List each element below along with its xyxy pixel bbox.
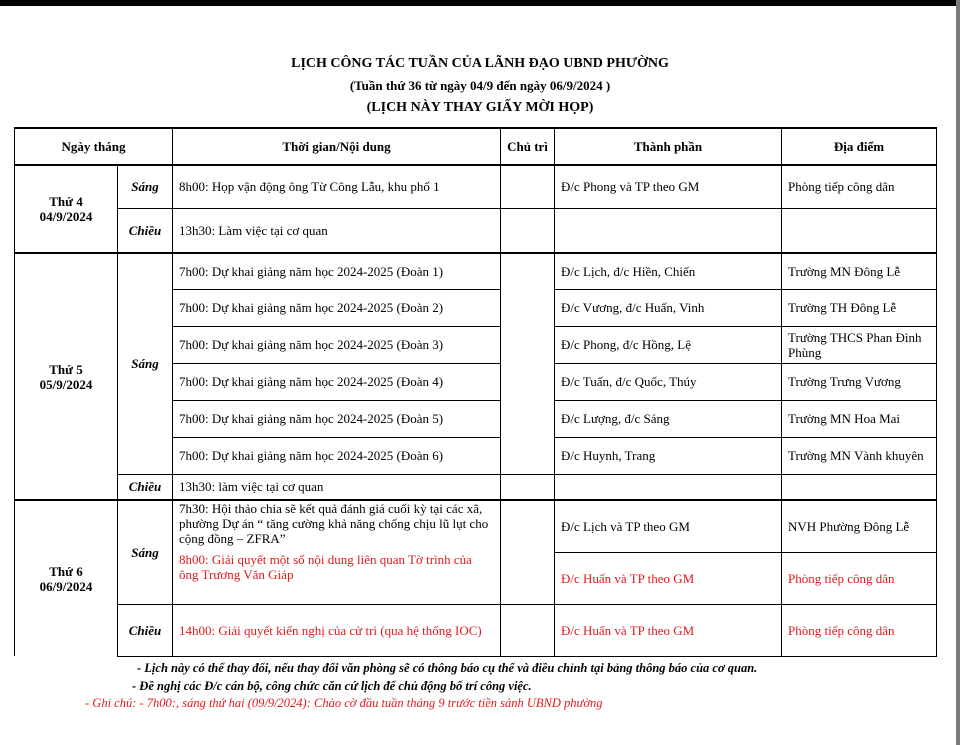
participants-cell	[555, 474, 782, 500]
location-cell	[782, 208, 937, 253]
table-row	[15, 500, 937, 552]
content-cell: 7h00: Dự khai giảng năm học 2024-2025 (Đoàn 3)	[173, 326, 501, 363]
page-subtitle: (Tuần thứ 36 từ ngày 04/9 đến ngày 06/9/2024 )	[349, 78, 611, 93]
day-label: Thứ 6	[49, 563, 83, 579]
content-cell: 7h30: Hội thảo chia sẽ kết quả đánh giá cuối kỳ tại các xã, phường Dự án “ tăng cường khả năng chống chịu lũ lụt cho cộng đồng – ZFRA”	[173, 500, 501, 552]
session-sang: Sáng	[118, 253, 173, 474]
schedule-table	[14, 127, 937, 657]
participants-cell: Đ/c Tuấn, đ/c Quốc, Thúy	[555, 363, 782, 400]
session-sang: Sáng	[118, 165, 173, 208]
footnote-request: - Đề nghị các Đ/c cán bộ, công chức căn cứ lịch để chủ động bố trí công việc.	[132, 679, 532, 693]
location-cell: Phòng tiếp công dân	[782, 165, 937, 208]
day-label: Thứ 5	[49, 361, 83, 377]
day-date: 06/9/2024	[39, 578, 93, 594]
participants-cell: Đ/c Lượng, đ/c Sáng	[555, 400, 782, 437]
table-header-row	[15, 128, 937, 165]
chair-cell	[501, 165, 555, 208]
session-sang: Sáng	[118, 500, 173, 604]
day-date: 04/9/2024	[39, 209, 93, 224]
location-cell	[782, 474, 937, 500]
chair-cell	[501, 474, 555, 500]
location-cell: Trường MN Vành khuyên	[782, 437, 937, 474]
col-header-date: Ngày tháng	[15, 128, 173, 165]
content-cell: 7h00: Dự khai giảng năm học 2024-2025 (Đoàn 2)	[173, 289, 501, 326]
chair-cell	[501, 604, 555, 656]
location-cell: NVH Phường Đông Lễ	[782, 500, 937, 552]
table-row	[15, 604, 937, 656]
participants-cell: Đ/c Lịch, đ/c Hiền, Chiến	[555, 253, 782, 289]
location-cell: Trường MN Hoa Mai	[782, 400, 937, 437]
chair-cell	[501, 208, 555, 253]
day-label: Thứ 4	[49, 194, 83, 209]
participants-cell: Đ/c Huấn và TP theo GM	[555, 552, 782, 604]
session-chieu: Chiều	[118, 208, 173, 253]
location-cell: Trường Trưng Vương	[782, 363, 937, 400]
content-cell: 13h30: làm việc tại cơ quan	[173, 474, 501, 500]
participants-cell: Đ/c Phong, đ/c Hồng, Lệ	[555, 326, 782, 363]
day-cell-thu4	[15, 165, 118, 253]
content-cell: 8h00: Họp vận động ông Từ Công Lẫu, khu phố 1	[173, 165, 501, 208]
location-cell: Phòng tiếp công dân	[782, 552, 937, 604]
participants-cell: Đ/c Lịch và TP theo GM	[555, 500, 782, 552]
col-header-participants: Thành phần	[555, 128, 782, 165]
window-top-border	[0, 0, 960, 6]
day-date: 05/9/2024	[39, 376, 93, 392]
content-cell: 8h00: Giải quyết một số nội dung liên quan Tờ trình của ông Trương Văn Giáp	[173, 552, 501, 604]
table-row	[15, 474, 937, 500]
col-header-content: Thời gian/Nội dung	[173, 128, 501, 165]
table-row	[15, 165, 937, 208]
content-cell: 13h30: Làm việc tại cơ quan	[173, 208, 501, 253]
day-cell-thu6	[15, 500, 118, 656]
table-row	[15, 208, 937, 253]
location-cell: Trường MN Đông Lễ	[782, 253, 937, 289]
participants-cell: Đ/c Vương, đ/c Huấn, Vinh	[555, 289, 782, 326]
chair-cell	[501, 253, 555, 474]
content-cell: 7h00: Dự khai giảng năm học 2024-2025 (Đoàn 5)	[173, 400, 501, 437]
col-header-location: Địa điểm	[782, 128, 937, 165]
page-title: LỊCH CÔNG TÁC TUẦN CỦA LÃNH ĐẠO UBND PHƯỜNG	[291, 56, 669, 71]
participants-cell: Đ/c Huấn và TP theo GM	[555, 604, 782, 656]
col-header-chair-label: Chủ trì	[507, 139, 548, 154]
session-chieu: Chiều	[118, 604, 173, 656]
participants-cell	[555, 208, 782, 253]
col-header-chair	[501, 128, 555, 165]
location-cell: Trường THCS Phan Đình Phùng	[782, 326, 937, 363]
footnote-remark: - Ghi chú: - 7h00:, sáng thứ hai (09/9/2024): Chào cờ đầu tuần tháng 9 trước tiền sảnh UBND phường	[85, 696, 603, 710]
participants-cell: Đ/c Huynh, Trang	[555, 437, 782, 474]
content-cell: 7h00: Dự khai giảng năm học 2024-2025 (Đoàn 4)	[173, 363, 501, 400]
content-cell: 7h00: Dự khai giảng năm học 2024-2025 (Đoàn 6)	[173, 437, 501, 474]
page-note: (LỊCH NÀY THAY GIẤY MỜI HỌP)	[366, 100, 594, 115]
table-row	[15, 253, 937, 289]
location-cell: Phòng tiếp công dân	[782, 604, 937, 656]
content-cell: 7h00: Dự khai giảng năm học 2024-2025 (Đoàn 1)	[173, 253, 501, 289]
day-cell-thu5	[15, 253, 118, 500]
chair-cell	[501, 500, 555, 604]
participants-cell: Đ/c Phong và TP theo GM	[555, 165, 782, 208]
location-cell: Trường TH Đông Lễ	[782, 289, 937, 326]
session-chieu: Chiều	[118, 474, 173, 500]
footnote-change: - Lịch này có thể thay đổi, nếu thay đổi văn phòng sẽ có thông báo cụ thể và điều chỉnh tại bảng thông báo của cơ quan.	[137, 661, 758, 675]
content-cell: 14h00: Giải quyết kiến nghị của cử tri (qua hệ thống IOC)	[173, 604, 501, 656]
